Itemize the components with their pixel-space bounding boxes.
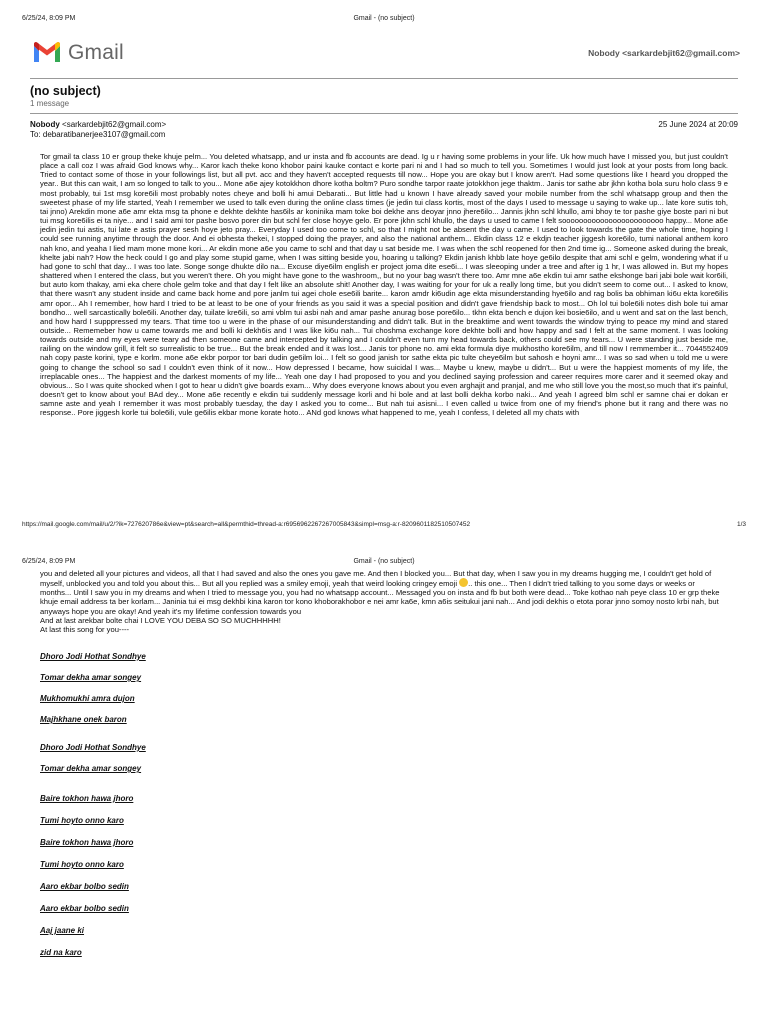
song-line: Mukhomukhi amra dujon: [40, 694, 135, 703]
song-line: Aaj jaane ki: [40, 926, 85, 935]
message-date: 25 June 2024 at 20:09: [658, 120, 738, 129]
smiley-emoji-icon: [459, 578, 468, 587]
subject-divider: [30, 113, 738, 114]
sender-email: <sarkardebjit62@gmail.com>: [62, 120, 167, 129]
song-line: Tumi hoyto onno karo: [40, 860, 124, 869]
print-datetime-page2: 6/25/24, 8:09 PM: [22, 558, 76, 565]
song-line: Aaro ekbar bolbo sedin: [40, 882, 129, 891]
print-title-page2: Gmail - (no subject): [353, 558, 415, 565]
song-line: Baire tokhon hawa jhoro: [40, 838, 134, 847]
song-line: Tomar dekha amar songey: [40, 764, 142, 773]
header-divider: [30, 78, 738, 79]
song-line: Dhoro Jodi Hothat Sondhye: [40, 652, 146, 661]
song-line: Dhoro Jodi Hothat Sondhye: [40, 743, 146, 752]
message-body-part2-a: you and deleted all your pictures and videos, all that I had saved and also the ones you gave me. And then I blocked you... But that day, when I saw you in my dreams hugging me, I couldn't get hold of myself, unblocked you and told you about this... But all you replied was a smiley emoji, yeah that weird looking cringey emoji: [40, 569, 712, 589]
song-line: Majhkhane onek baron: [40, 715, 127, 724]
print-datetime: 6/25/24, 8:09 PM: [22, 15, 76, 22]
message-count: 1 message: [30, 99, 70, 108]
page-number: 1/3: [736, 521, 746, 528]
song-line: Aaro ekbar bolbo sedin: [40, 904, 129, 913]
thread-subject: (no subject): [30, 84, 101, 98]
print-title: Gmail - (no subject): [353, 15, 415, 22]
gmail-logo: [32, 40, 124, 66]
gmail-envelope-icon: [32, 42, 62, 64]
account-owner: Nobody <sarkardebjit62@gmail.com>: [588, 48, 740, 58]
message-body-part2: [40, 569, 728, 634]
print-page-2: [0, 540, 768, 1024]
recipient: To: debaratibanerjee3107@gmail.com: [30, 130, 166, 139]
sender-block: [30, 120, 166, 140]
message-body-part2-b: .. this one... Then I didn't tried talking to you some days or weeks or months... Until I saw you in my dreams and when I tried to message you, you had no whatsapp account... Messaged you on insta and fb but both were dead... Toke kothao nah peye class 10 er grp theke khuje email address ta ber korlam... Janinia tui ei msg dekhbi kina karon tor kono khoborakhobor e nei amr ka6e, kmn a6is seitukui jani nah... And jodi dekhis o etota porar jnno somoy nosto krbi nah, but anyways hope you are okay! And yeah it's my lifetime confession towards you And at last arekbar bolte chai I LOVE YOU DEBA SO SO MUCHHHHH! At last this song for you----: [40, 579, 720, 634]
song-line: zid na karo: [40, 948, 82, 957]
gmail-wordmark: Gmail: [68, 41, 124, 64]
song-line: Tumi hoyto onno karo: [40, 816, 124, 825]
sender-name: Nobody: [30, 120, 60, 129]
print-url: https://mail.google.com/mail/u/2/?ik=727620786e&view=pt&search=all&permthid=thread-a:r6956962267267005843&simpl=msg-a:r-8209601182510507452: [22, 521, 471, 528]
song-line: Baire tokhon hawa jhoro: [40, 794, 134, 803]
message-body-part1: Tor gmail ta class 10 er group theke khuje pelm... You deleted whatsapp, and ur insta and fb accounts are dead. Ig u r having some problems in your life. Uk how much have I missed you, but just couldn't place a call coz I was afraid God knows why... Karor kach theke kono khobor paini kauke contact e korte pari ni and I had so much to tell you. Sometimes I would just look at your posts from long back. Tried to contact some of those in your followings list, but all pvt. acc and they haven't accepted requests till now... Hope you are okay but I know aren't. Had some questions like I heard you dropped the year.. But this can wait, I am so longed to talk to you... Mone a6e ajey kotokkhon dhore kotha boltm? Puro sondhe tarpor raate jotokkhon jege thaktm.. Janis tor sathe abr jkhn kotha bola suru holo class 9 e most probably, tui 1st msg kore6ili most probably notes cheye and bolli hi amui Debarati... But little had u known I have already saved your mobile number from the schl whatsapp group and then the sweetest phase of my life started, Yeah I remember we used to talk even during the online class times (je jedin tui class kortis, most of the days I used to message u saying to wake up... late kore sutis toh, tai jnno) Arekdin mone a6e amr ekta msg ta phone e dekhte dekhte has6ils ar koninika mam toke boi dekhe ans deoyar jnno jhere6ilo... Jannis jkhn schl khullo, ami bhoy te tor pashe giye boste pari ni but tui msg kore6ilis ei ta niye... and I said ami tor pashe bosvo porer din but schl fer close hoyye gelo. Er pore jkhn schl khullo, the days u used to came I felt soooooooooooooooooooooooo happy... Mone a6e jedin jedin tui astis, tui late e astis prayer sesh hoye jeto pray... Everyday I used too come to schl, so that I might not be absent the day u came. I used to look towards the gate the whole time, hoping I could see running anytime through the door. And ei obhesta thekei, I stopped doing the prayer, and also the national anthem... Ekdin class 12 e ekdjn teacher jiggesh kore6ilo, tumi national anthem koro nah kno, and yeaha I lied mam mone mone kori... Ar ekdin mone a6e you came to schl and that day u sat beside me. I was when the schl reopened for then 2nd time ig... Someone asked during the break, khelte jabi nah? How the heck could I go and play some stupid game, when I was sitting beside you, hoaring u talking? Ekdin janish khbb late hoye ge6ilo despite that ami schl e gelm, wondering what if u had gone to schl that day... I was too late. Songe songe dhukte dilo na... Excuse diye6ilm english er project joma dite ese6i... I was sleeoping under a tree and after ig 1 hr, I was allowed in. But my hopes shattered when I entered the class, but you weren't there. Oh you might have gone to the washroom,, but no your bag wasn't there too. Amr mne a6e ekdin tui amr sathe ekshonge bari jabi bole wait kor6ili, but auto kom thakay, ami eka chere chole gelm toke and that day I felt like an absolute shit! Another day, I was waiting for your for uk a really long time, but you didn't seem to come out... I asked to know, that there wasn't any student inside and came back home and pore janlm tui agei chole ese6ili barite... karon amdr ki6udin age ekta misunderstanding hye6ilo and rag bolis ba obhiman ki6u ekta kore6ilis amr opor... Ah I remember, how hard I tried to be at least to be one of your friends as you said it was a special position and didn't gave friendship back to most... Oh lol tui bole6ili notes dish bole tui amar bondho... well sarcastically bole6ili. Another day, tuilate kre6ili, so ami vblm tui asbi nah and amar pashe anurag bose pore6ilo... tkhn ekta bench e dujon kei bosie6ilo, and u went and sat on the last bench, and how hard I supppressed my tears. That time too u were in the phase of our misunderstanding and didn't talk. But in the breaktime and went towards the window trying to peace my mind and stared outside... Rememeber how u came towards me and bolli ki dekh6is and I was like ki6u nah... Tui choshma exchange kore dekhte bolli and how happy and sad I felt at the same moment. I was looking towards outside and my eyes were teary ad then someone came and intercepted by talking and I couldn't even turn my head towards back, others could see my tears... U were standing just beside me, railing on the window grill, it felt so surrealistic to be true... But the break ended and it was lost... Janis tor phone no. ami ekta formula diye mukhostho kore6ilm, and till now I remmember it... 7044552409 nah copy paste korini, type e korlm. mone a6e ekbr porpor tor bari dudin ge6ilm loi... I felt so good janish tor sathe ekta pic tulte cheye6ilm but sahosh e hoyni amr... I was so sad when u told me u were going to change the school so sad I couldn't even think of it now... How depressed I became, how suicidal I was... Maybe u knew, maybe u didn't... But u were the happiest moments of my life, the irreplacable ones... The happiest and the darkest moments of my life... Yeah one day I had proposed to you and you declined saying profession and career requires more carer and it seemed okay and obvious... So I was quite shocked when I got to hear u didn't give boards exam... Why does everyone knows about you even arghajit and pranjal, and me who still love you the most,so much that it's painful, doesn't get to know about you! BAd dey... Mone a6e recently e ekdin tui suddenly message korli and hi bole and at last bolli dekha korbo naki... And yeah I agreed blm schl er samne chai er dokan er samne aste and yeah I remember it was most probably tuesday, the day I asked you to come... But nah tui asisni... I even called u twice from one of my friend's phone but it rang and there was no response.. Pore jiggesh korle tui bole6ili, vule ge6ilis ekbar mone korate hoto... ANd god knows what happened to me, yeah I confess, I deleted all my chats with: [40, 152, 728, 418]
song-line: Tomar dekha amar songey: [40, 673, 142, 682]
